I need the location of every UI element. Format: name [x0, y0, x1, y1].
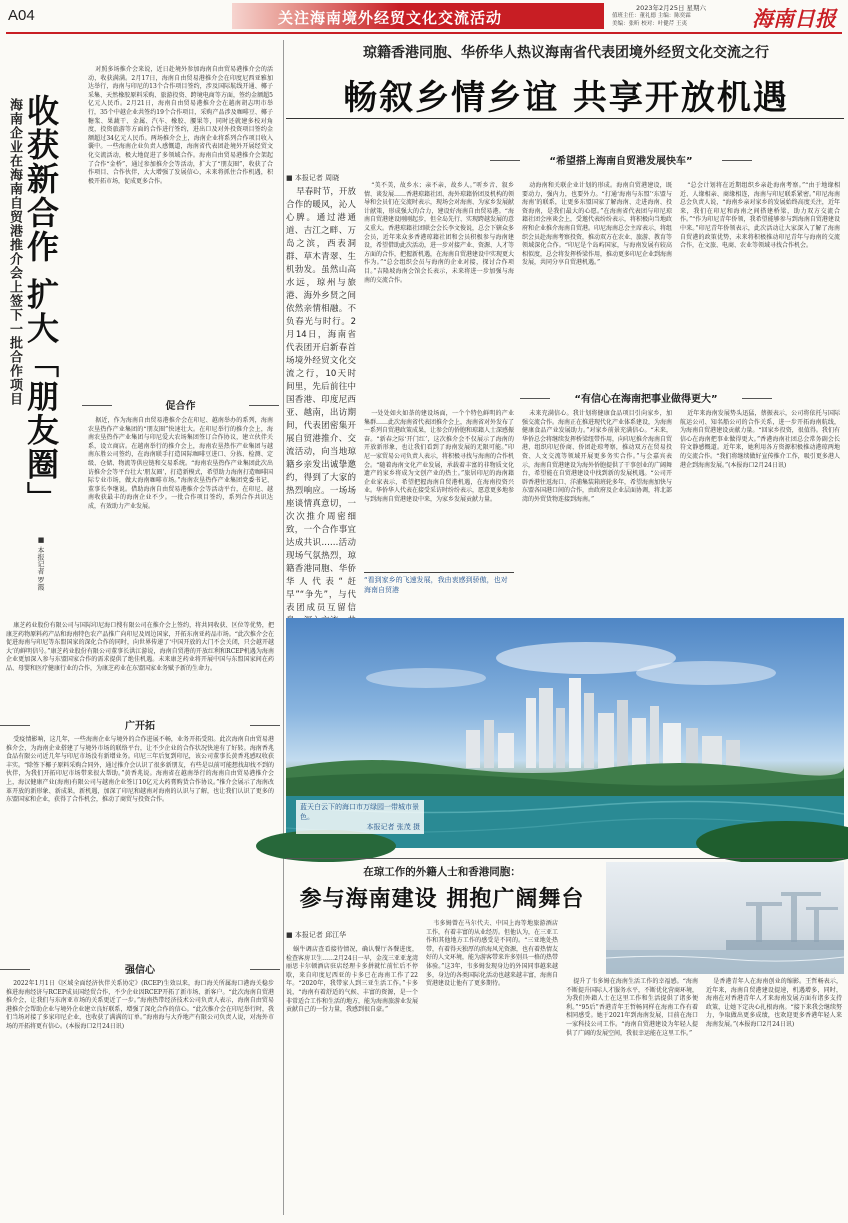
bottom-headline: 参与海南建设 拥抱广阔舞台 — [299, 887, 585, 912]
page-number: A04 — [8, 7, 35, 24]
left-kicker: 海南企业在海南自贸港推介会上签下一批合作项目 — [7, 98, 22, 406]
editors-line: 值班主任：董礼德 主编：陈奕霖 — [612, 13, 691, 19]
left-intro: 对照多场推介会来说，近日赴境外参加海南自由贸易港推介会的活动，收获满满。2月17日，海南自由贸易港推介会在印度尼西亚雅加达举行，海南与印尼的13个合作项目签约，涉及国际航线开通、椰子采集、天然橡胶原料采购、旅游投资、跨境电商等方面，签约金额超5亿元人民币。2月21日，海南自由贸易港推介会在越南胡志明市举行，35个中越企业共签约19个合作项目，采购产品涉及咖啡豆、椰子糖浆、果蔬干、金属、汽车、橡胶、腰果等，同时还就建多校对角度，投资旅游等方面的合作进行签约，进出口及对外投资项目签约金额超过34亿元人民币。两场推介会上，海南企业将系列合作项目收入囊中。一些海南企业负责人感慨道，海南省代表团赴境外开展经贸文化交流活动，极大地促进了多领域合作。海南自由贸易港推介会架起了合作“金桥”，通过参加推介会等活动，扩大了“朋友圈”，收获了合作项目、合作伙伴，大大增强了发展信心，未来将抓住合作机遇，积极开拓市场，促成更多合作。 — [88, 66, 273, 185]
left-s3-body: 2022年1月1日《区域全面经济伙伴关系协定》(RCEP)生效以来，海口海关所属海口港海关稳步推进海南经济与RCEP成员国经贸合作，不少企业因RCEP开拓了新市场、新客户。“此次海南自贸港推介会，让我们与东南亚市场的关系更近了一步。”海南热带经济技术公司负责人表示，海南自由贸易港推介会帮助企业与境外企业建立良好联系，增强了深化合作的信心。“此次推介会在印尼举行时，我们当场对接了多家印尼企业，也收获了满满的订单。”海南海与大乔地产有限公司负责人说，对海外市场的开拓将更有信心。(本报海口2月24日讯) — [6, 980, 274, 1030]
bottom-kicker: 在琼工作的外籍人士和香港同胞： — [363, 866, 521, 878]
main-lead: 早春时节，开放合作的暖风，沁人心脾。通过港通道、吉江之畔、万岛之滨，西表洞群、草木青翠、生机勃发。虽然山高水远，琼州与旅港、海外乡贤之间依然亲情相融。不负春光与时行。2月14日，海南省代表团开启新春首场境外经贸文化交流之行，10天时间里，先后前往中国香港、印度尼西亚、越南，出访期间，代表团密集开展自贸港推介、交流活动，向当地琼籍乡亲发出诚挚邀约，得到了大家的热烈响应。一场场座谈情真意切，一次次推介周密细致，一个合作事宜达成共识……活动现场气氛热烈，琼籍香港同胞、华侨华人代表“赶早”“争先”，与代表团成员互留信 — [286, 187, 356, 613]
subhead-confidence: “有信心在海南把事业做得更大” — [526, 390, 766, 405]
main-col-3: 动海南和关联企业计划的形成。海南自贸港建设，既要动力，强内力，也要外力。“打通‘海南与东盟’‘东盟与海南’的联系，让更多东盟国家了解海南、走进海南、投资海南，是我们最大的心愿。”在海南省代表团与印尼琼籍社团会座谈会上，受邀代表纷纷表示，将积极向当地政府和企业推介海南自贸港。印尼海南总会主席表示，将组织会员赴海南考察投资，推动双方在农业、旅游、教育等领域深化合作。“印尼是个岛屿国家，与海南发展有较高相似度，总会将发挥桥梁作用，推动更多印尼企业到海南发展，共同分享自贸港机遇。” — [522, 182, 673, 267]
main-story — [286, 36, 846, 854]
section-banner — [232, 3, 604, 29]
masthead — [0, 0, 848, 32]
main-col-4: “总会计划将在近期组织乡亲赴海南考察。”“由于地缘相近、人缘相亲、商缘相连，海南与印尼联系紧密。”印尼海南总会负责人说，“海南乡亲对家乡的发展始终高度关注，近年来，我们在印尼和海南之间搭建桥梁，助力双方交流合作。”“作为印尼青年侨领，我希望能够参与到海南自贸港建设中来。”印尼青年侨领表示，此次活动让大家深入了解了海南自贸港的政策优势，未来将积极推动印尼青年与海南的交流合作，在文旅、电商、农业等领域寻找合作机会。 — [680, 182, 840, 250]
headline-rule — [286, 118, 844, 119]
pull-quote — [364, 572, 514, 619]
photo-caption: 蓝天白云下的海口市万绿园一带城市景色。 — [300, 803, 419, 821]
editors-line-2: 美编：张昕 校对：叶健芹 王夷 — [612, 21, 687, 27]
left-story — [0, 36, 285, 1216]
main-col-4b: 近年来海南发展势头迅猛，蔡振表示，公司将依托与国际航运公司、知名船公司的合作关系，进一步开拓海南航线，为海南自贸港建设贡献力量。“回家乡投资，很值得。我们有信心在海南把事业做得更大。”香港海南社团总会常务副会长符文静感慨道。近年来，她利用各方资源积极推动港琼两地的交流合作。“我们将继续做好宣传推介工作，吸引更多港人港企到海南发展。”(本报海口2月24日讯) — [680, 410, 840, 469]
main-col-2: “美不美，故乡水；亲不亲，故乡人。”听乡音、叙乡情、谈发展……香港琼籍社团、海外琼籍侨团及机构的领导和会员们在交流时表示，现场会对海南、为家乡发展献计献策，形成强大的合力，建设好海南自由贸易港。“海南自贸港建设刚刚起步，但全岛先行、实现跨越发展的意义重大。香港琼籍社团联会会长李文俊说，总会下辖众多会员，近年来众多香港琼籍社团和会员积极参与海南建设，希望借助此次活动，进一步对接产业、资源、人才等方面的合作，把握新机遇，在海南自贸港建设中实现更大作为。”“总会组织会员与海南的企业对接，探讨合作项目。”吉隆坡海南会馆会长表示，未来将进一步加强与海南的交流合作。 — [364, 182, 515, 284]
bottom-col-1: 蜗牛调店查看接待情况，确认餐厅各餐进度，检查客房卫生……2月24日一早，金茂三亚亚龙湾丽思卡尔顿酒店驻店经理卡多拼就忙前忙后不停歇，来自印度尼西亚的卡多已在海南工作了22年。“2020年，我带家人到三亚生活工作。”卡多说，“海南有着舒适的气候、丰富的资源，是一个非常适合工作和生活的地方，能为海南旅游业发展贡献自己的一份力量，我感到很自豪。” — [286, 946, 419, 1014]
left-s1-body: 据近，作为海南自由贸易港推介会在印尼、越南举办的系列，海南农垦热作产业集团的“朋友圈”快速壮大。在印尼举行的推介会上，海南农垦热作产业集团与印尼爱大农场集团签订合作协议，建立伙伴关系，设立商店。在越南举行的推介会上，海南农垦热作产业集团与越南东胜公司签约，在海南联手打造国际咖啡豆进口、分拣、检测、定级、仓储、物流等供应链和交易系统。“海南农垦热作产业集团此次出访推介会等平台壮大‘朋友圈’，打造新模式，希望助力海南打造咖啡国际专业市场，做大海南咖啡市场。”海南农垦热作产业集团党委书记、董事长李继说。借助海南自由贸易港推介会等活动平台，在印尼、越南收获最丰的海南企业不少。一批合作项目签约，系列合作共识达成，有效助力产业发展。 — [88, 417, 273, 510]
main-kicker: 琼籍香港同胞、华侨华人热议海南省代表团境外经贸文化交流之行 — [363, 45, 769, 61]
subhead-fast-train: “希望搭上海南自贸港发展快车” — [496, 152, 746, 167]
pull-quote-text: “看到家乡的飞速发展，我由衷感到骄傲，也对海南自贸港 — [364, 576, 508, 594]
bottom-col-2: 韦多姆曾在马尔代夫、中国上海等地旅游酒店工作，有着丰富的从业经历。但他认为，在三亚工作和其他地方工作的感受是不同的。“三亚地处热带，有着得天独厚的滨海风光资源，也有着热情友好的人文环境，能为游客带来许多别具一格的热带体验。”这3年，韦多姆发现身边的外国同事越来越多，身边的各类国际化活动也越来越丰富，海南自贸港建设让他有了更多期待。 — [426, 920, 559, 988]
bottom-col-3: 提升了韦多姆在海南生活工作的幸福感。“海南不断提升国际人才服务水平，不断优化营商环境，为我们外籍人士在这里工作和生活提供了诸多便利。”“95后”香港青年王哲畅同样在海南工作有着相同感受。她于2021年到海南发展，目前在海口一家科技公司工作。“海南自贸港建设为年轻人提供了广阔的发展空间，我很幸运能在这里工作。” — [566, 978, 699, 1037]
left-cont-body: 康芝药业股份有限公司与国际印尼海口搜有限公司在推介会上签约，将共同收获、区位等优势，把康芝药物原料药产品和海南特色农产品推广向印尼及周边国家，开拓东南亚药品市场。“此次推介会在促进海南与印尼等东盟国家的深化合作的同时，向世界传递了‘中国开放的大门不会关闭，只会越开越大’的鲜明信号。”康芝药业股份有限公司董事长洪江游说，海南自贸港的开放红利和RCEP机遇为海南企业更加深入参与东盟国家合作的需求提供了绝佳机遇。未来康芝药业将开展中国与东盟国家间在药品、母婴和医疗健康行业的合作，为康芝药业在东盟国家业务赋予新的生命力。 — [6, 622, 274, 672]
bottom-top-rule — [286, 858, 844, 859]
issue-date: 2023年2月25日 星期六 — [636, 4, 707, 12]
main-col-3b: 未来充满信心。我计划将健康食品项目引向家乡，加强交流合作。海南正在推进现代化产业体系建设，为海南健康食品产业发展助力。”对家乡前景充满信心。“未来，华侨总会将继续发挥桥梁纽带作用，向印尼推介海南自贸港，组织印尼侨商、侨团赴琼考察，推动双方在贸易投资、人文交流等领域开展更多务实合作。”与会嘉宾表示，海南自贸港建设为海外侨胞提供了干事创业的广阔舞台，希望能在自贸港建设中找到新的发展机遇。“公司开辟香港往返海口、洋浦集装箱班轮多年，希望海南加快与东盟各国港口间的合作，由政府及企业层面协调，将北部湾的外贸货物连接到海南。” — [522, 410, 673, 503]
main-col-2b: 一处处如火如荼的建设场面，一个个特色鲜明的产业集群……此次海南省代表团推介会上，海南省对外发布了一系列自贸港政策成果，让参会的侨胞和琼籍人士深感振奋。“新春之际‘开门红’，这次推介会不仅展示了海南的开放新形象，也让我们看到了海南发展的无限可能。”印尼一家贸易公司负责人表示，将积极寻找与海南的合作机会。“随着海南文化产业发展，承载着丰富的非物质文化遗产的家乡将成为文创产业的热土。”旅居印尼的海南籍企业家表示，希望把握海南自贸港机遇，在海南投资兴业。华侨华人代表在接受采访时纷纷表示，愿意更多地参与到海南自贸港建设中来，为家乡发展贡献力量。 — [364, 410, 515, 503]
column-divider — [283, 40, 284, 1215]
left-byline: ■ 本报记者 罗霞 — [37, 536, 45, 591]
port-photo — [606, 862, 844, 974]
bottom-col-4: 是香港青年人在海南创业的缩影。王哲畅表示，近年来，海南自贸港建设提速，机遇增多，同时，海南在对香港青年人才来海南发展方面有诸多支持政策，让她下定决心扎根海南。“接下来我会继续努力，争取做出更多成绩，也欢迎更多香港年轻人来海南发展。”(本报海口2月24日讯) — [706, 978, 842, 1028]
photo-credit: 本报记者 张茂 摄 — [366, 823, 420, 831]
masthead-rule — [6, 32, 842, 34]
main-headline: 畅叙乡情乡谊 共享开放机遇 — [343, 78, 789, 118]
left-headline: 收获新合作 扩大「朋友圈」 — [22, 94, 60, 516]
photo-caption-box — [296, 800, 424, 834]
bottom-story — [286, 860, 846, 1218]
newspaper-logo: 海南日报 — [752, 6, 836, 31]
main-byline: ■ 本报记者 周晓 — [286, 174, 340, 182]
city-photo — [286, 618, 844, 848]
section-heading-qiangxinxin: 强信心 — [6, 961, 274, 976]
bottom-byline: ■ 本报记者 邱江华 — [286, 931, 347, 939]
section-heading-guangkaituo: 广开拓 — [6, 717, 274, 732]
section-heading-cuhezuo: 促合作 — [88, 397, 273, 412]
left-s2-body: 受疫情影响，这几年，一些海南企业与境外的合作进展不畅，业务开拓受阻。此次海南自由贸易港推介会，为海南企业搭建了与境外市场的联络平台，让不少企业的合作状况快速有了好转。海南香兆食品有限公司近几年与印尼市场没有新增业务。印尼三年后复到印尼，该公司董事长黄香兆感叹收获丰实。“除签下椰子原料采购合同外，通过推介会认识了很多新朋友，有些是以前可能想找却找不到的伙伴，为我们开拓印尼市场带来很大帮助。”黄香兆说。海南省在越南举行的海南自由贸易港推介会上，海汉健康产业(海南)有限公司与越南企业签订10亿元大药膏购货合作协议。”推介会展示了海南改革开放的新形象、新成果，新机遇，加深了印尼和越南对海南的认识与了解，也让我们认识了更多的东盟国家和企业，获得了合作机会，推动了商贸与投资合作。 — [6, 736, 274, 804]
section-title: 关注海南境外经贸文化交流活动 — [278, 9, 503, 27]
